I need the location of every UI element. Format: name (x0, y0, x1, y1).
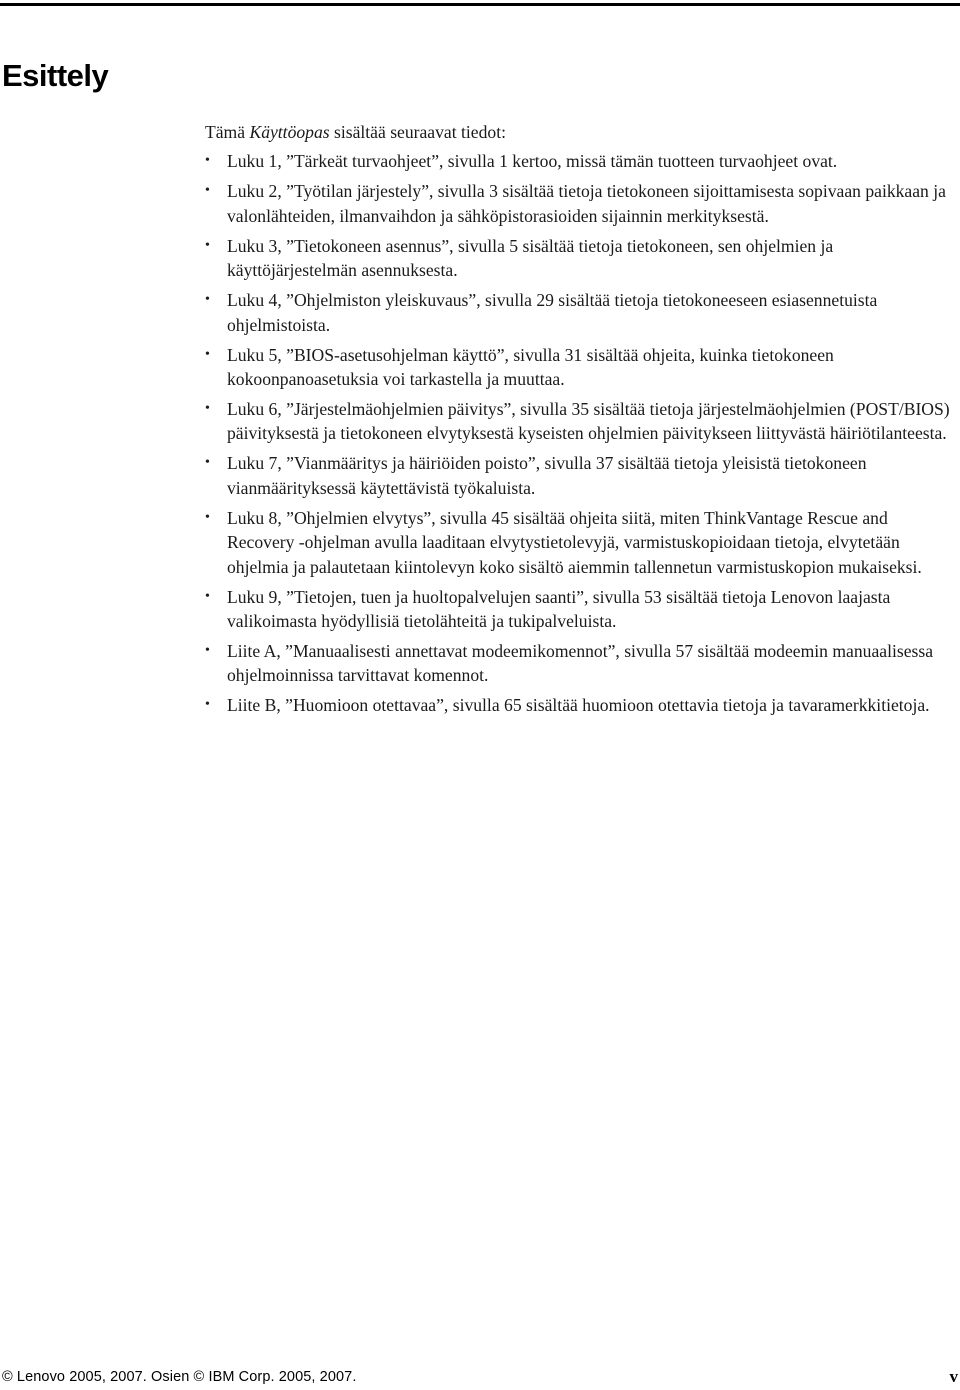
intro-paragraph (205, 120, 957, 144)
list-item: • Liite B, ”Huomioon otettavaa”, sivulla 65 sisältää huomioon otettavia tietoja ja tavaramerkkitietoja. (205, 693, 957, 717)
list-item: • Luku 6, ”Järjestelmäohjelmien päivitys”, sivulla 35 sisältää tietoja järjestelmäohjelmien (POST/BIOS) päivityksestä ja tietokoneen elvytyksestä kyseisten ohjelmien päivitykseen liittyvästä häiriötilanteesta. (205, 397, 957, 446)
list-item: • Luku 7, ”Vianmääritys ja häiriöiden poisto”, sivulla 37 sisältää tietoja yleisistä tietokoneen vianmäärityksessä käytettävistä työkaluista. (205, 451, 957, 500)
list-item: • Luku 3, ”Tietokoneen asennus”, sivulla 5 sisältää tietoja tietokoneen, sen ohjelmien ja käyttöjärjestelmän asennuksesta. (205, 234, 957, 283)
book-title: Käyttöopas (249, 122, 330, 142)
intro-suffix: sisältää seuraavat tiedot: (329, 122, 506, 142)
list-item: • Liite A, ”Manuaalisesti annettavat modeemikomennot”, sivulla 57 sisältää modeemin manuaalisessa ohjelmoinnissa tarvittavat komennot. (205, 639, 957, 688)
chapter-list (205, 149, 957, 717)
intro-prefix: Tämä (205, 122, 250, 142)
page-number: v (949, 1367, 958, 1386)
page-title: Esittely (2, 58, 109, 93)
page-footer (0, 1366, 960, 1388)
list-item: • Luku 2, ”Työtilan järjestely”, sivulla 3 sisältää tietoja tietokoneen sijoittamisesta sopivaan paikkaan ja valonlähteiden, ilmanvaihdon ja sähköpistorasioiden sijainnin merkityksestä. (205, 179, 957, 228)
top-rule (0, 3, 960, 6)
main-content (205, 120, 957, 723)
list-item: • Luku 9, ”Tietojen, tuen ja huoltopalvelujen saanti”, sivulla 53 sisältää tietoja Lenovon laajasta valikoimasta hyödyllisiä tietolähteitä ja tukipalveluista. (205, 585, 957, 634)
list-item: • Luku 5, ”BIOS-asetusohjelman käyttö”, sivulla 31 sisältää ohjeita, kuinka tietokoneen kokoonpanoasetuksia voi tarkastella ja muuttaa. (205, 343, 957, 392)
list-item: • Luku 8, ”Ohjelmien elvytys”, sivulla 45 sisältää ohjeita siitä, miten ThinkVantage Rescue and Recovery -ohjelman avulla laaditaan elvytystietolevyjä, varmistuskopioidaan tietoja, elvytetään ohjelmia ja palautetaan kiintolevyn koko sisältö aiemmin tallennetun varmistuskopion mukaiseksi. (205, 506, 957, 579)
list-item: • Luku 1, ”Tärkeät turvaohjeet”, sivulla 1 kertoo, missä tämän tuotteen turvaohjeet ovat. (205, 149, 957, 173)
list-item: • Luku 4, ”Ohjelmiston yleiskuvaus”, sivulla 29 sisältää tietoja tietokoneeseen esiasennetuista ohjelmistoista. (205, 288, 957, 337)
copyright-notice: © Lenovo 2005, 2007. Osien © IBM Corp. 2005, 2007. (2, 1369, 357, 1385)
